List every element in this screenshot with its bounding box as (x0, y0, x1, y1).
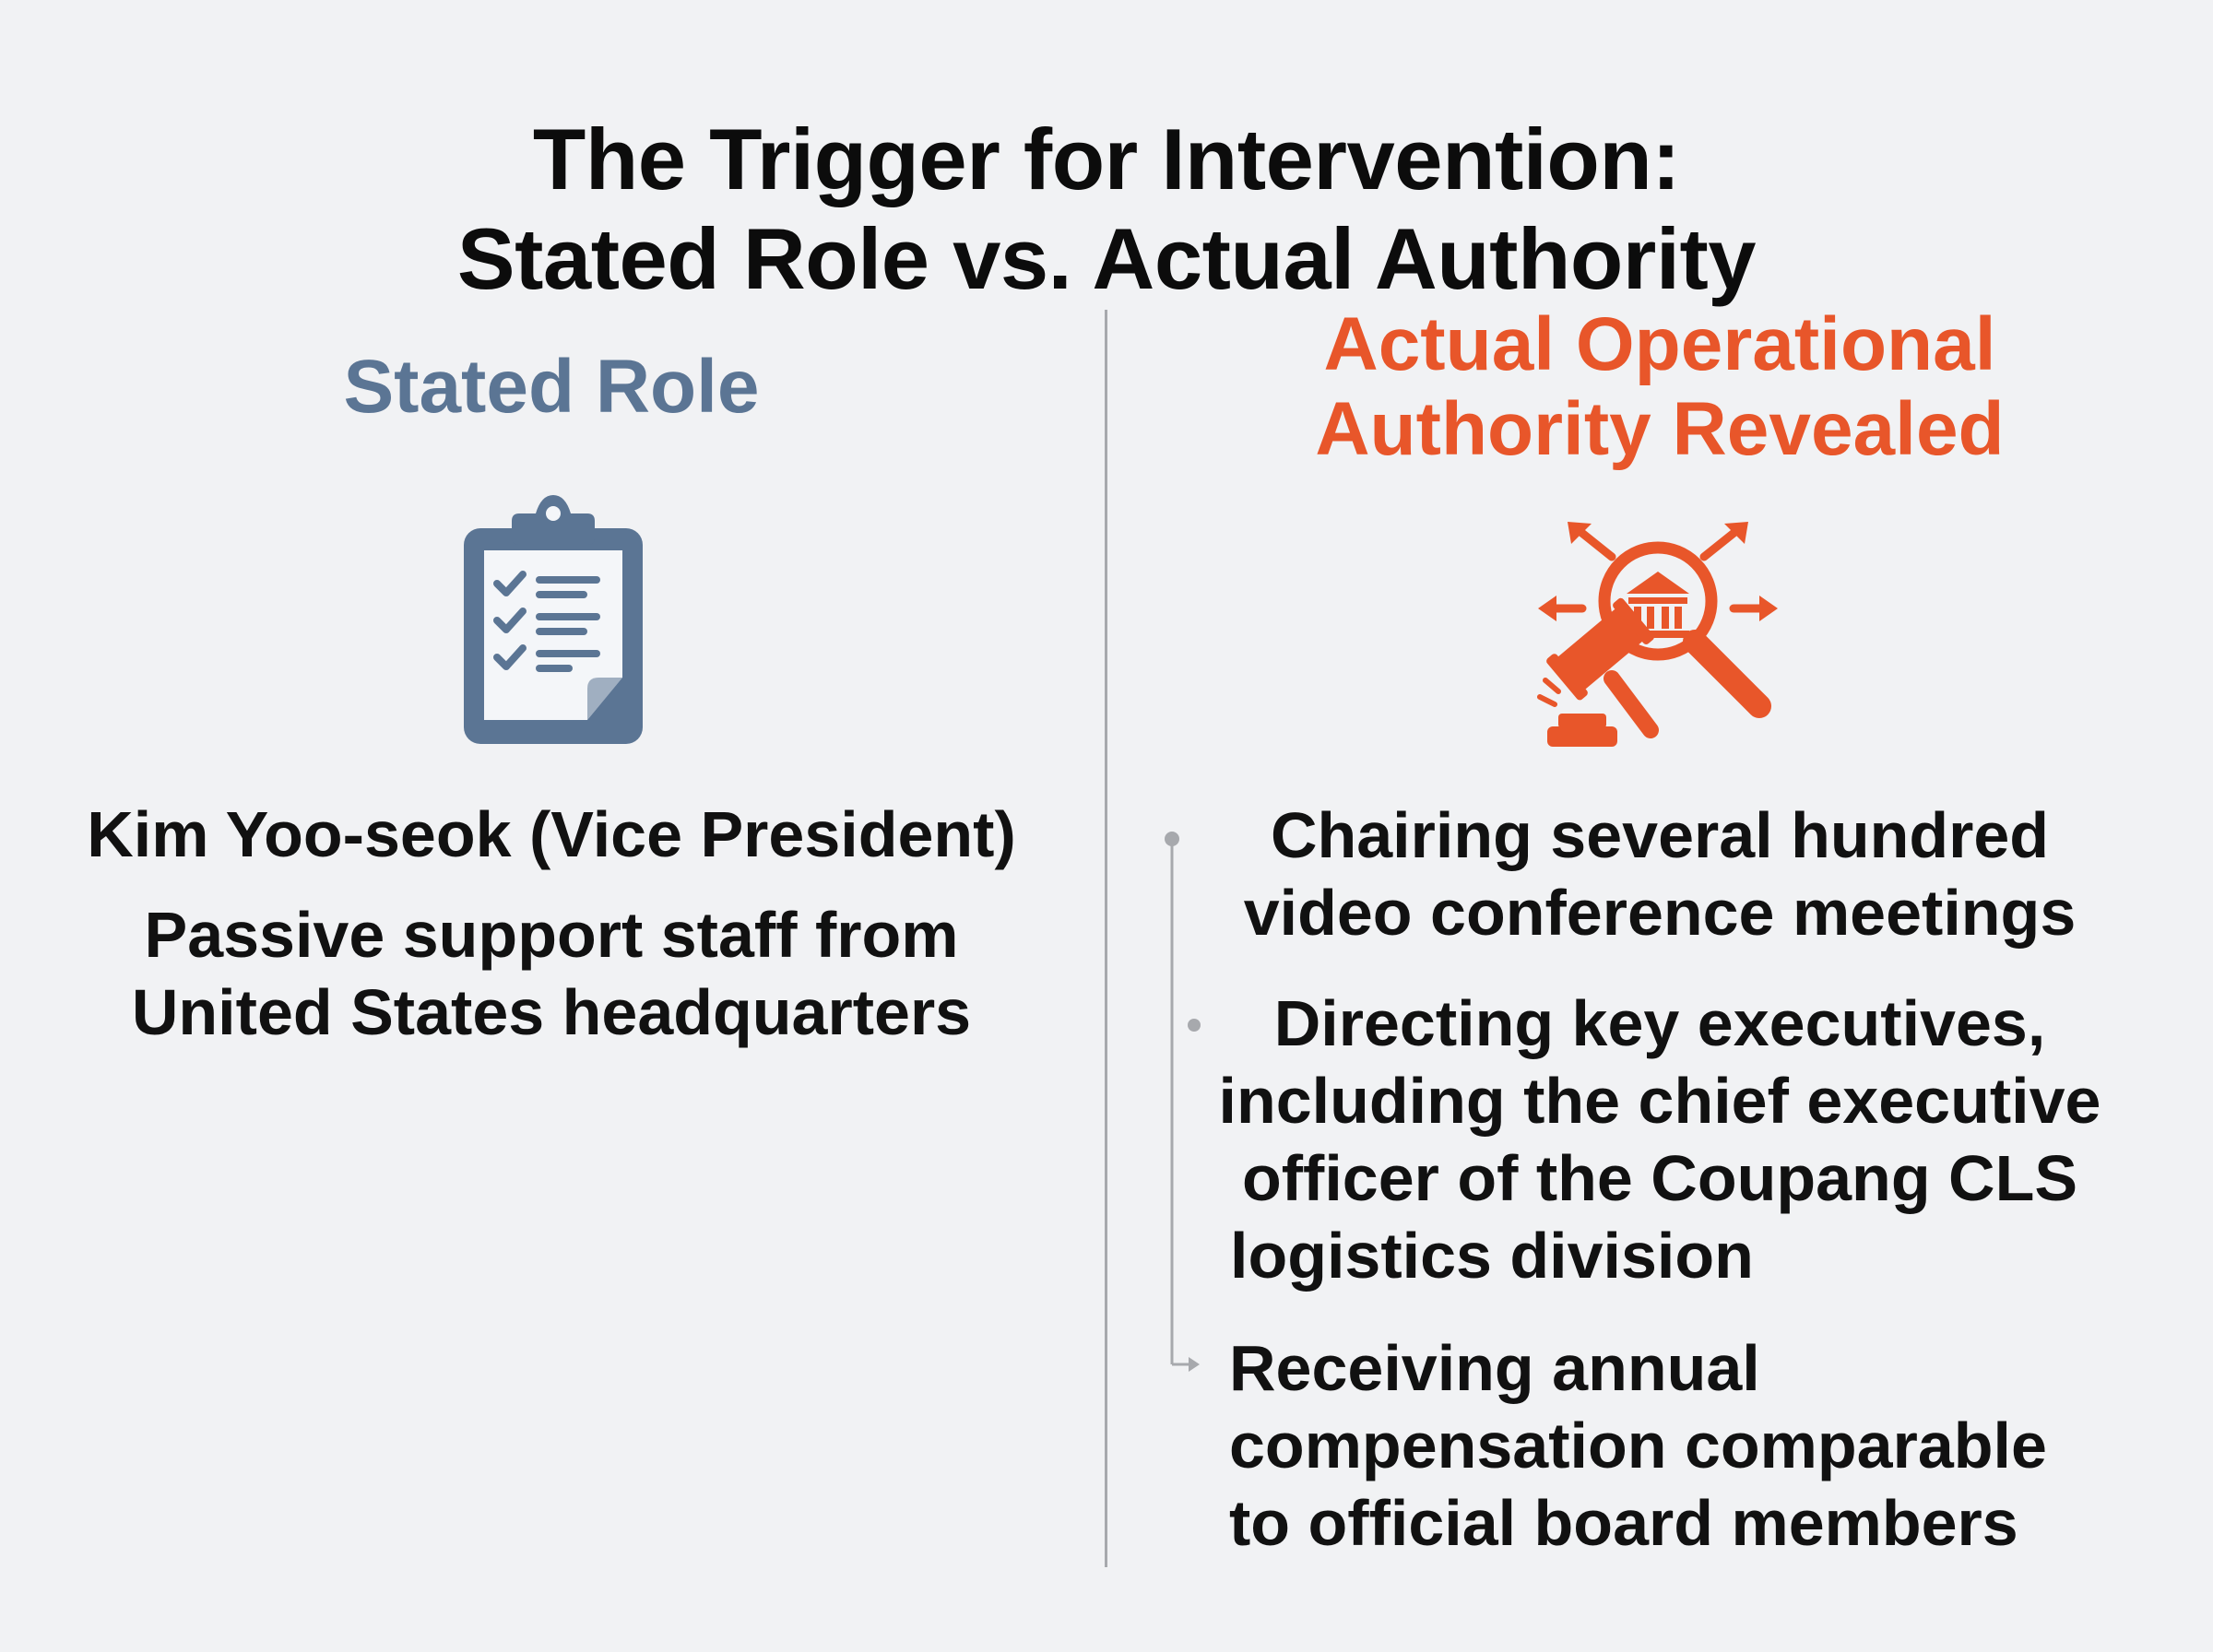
gavel-magnifier-icon (1531, 516, 1785, 752)
actual-authority-heading-line-1: Actual Operational (1323, 302, 1996, 386)
authority-bullet-3 (1229, 1329, 2096, 1562)
bullet-2-line-4: logistics division (1230, 1220, 1754, 1292)
bullet-3-line-2: compensation comparable (1229, 1410, 2047, 1481)
person-name: Kim Yoo-seok (Vice President) (87, 798, 1016, 870)
bullet-1-line-1: Chairing several hundred (1270, 799, 2050, 871)
stated-role-description-line-1: Passive support staff from (144, 899, 959, 971)
authority-bullet-1 (1199, 796, 2121, 951)
title-line-2: Stated Role vs. Actual Authority (456, 209, 1757, 307)
page-title (0, 110, 2213, 309)
bullet-2-line-1: Directing key executives, (1273, 987, 2046, 1059)
bullet-3-line-3: to official board members (1229, 1487, 2018, 1559)
actual-authority-heading-line-2: Authority Revealed (1315, 387, 2005, 471)
column-divider (1105, 310, 1107, 1567)
bullet-1-line-2: video conference meetings (1243, 877, 2077, 949)
actual-authority-heading (1106, 302, 2213, 472)
clipboard-checklist-icon (456, 493, 650, 751)
authority-bullet-2 (1199, 985, 2121, 1294)
stated-role-heading: Stated Role (343, 345, 760, 429)
bullet-dot-1 (1165, 832, 1179, 846)
bullet-connector (1139, 811, 1203, 1383)
stated-role-description (0, 896, 1103, 1051)
bullet-3-line-1: Receiving annual (1229, 1332, 1760, 1404)
stated-role-description-line-2: United States headquarters (131, 976, 972, 1048)
bullet-2-line-3: officer of the Coupang CLS (1241, 1142, 2078, 1214)
bullet-2-line-2: including the chief executive (1218, 1065, 2101, 1137)
title-line-1: The Trigger for Intervention: (532, 110, 1681, 207)
